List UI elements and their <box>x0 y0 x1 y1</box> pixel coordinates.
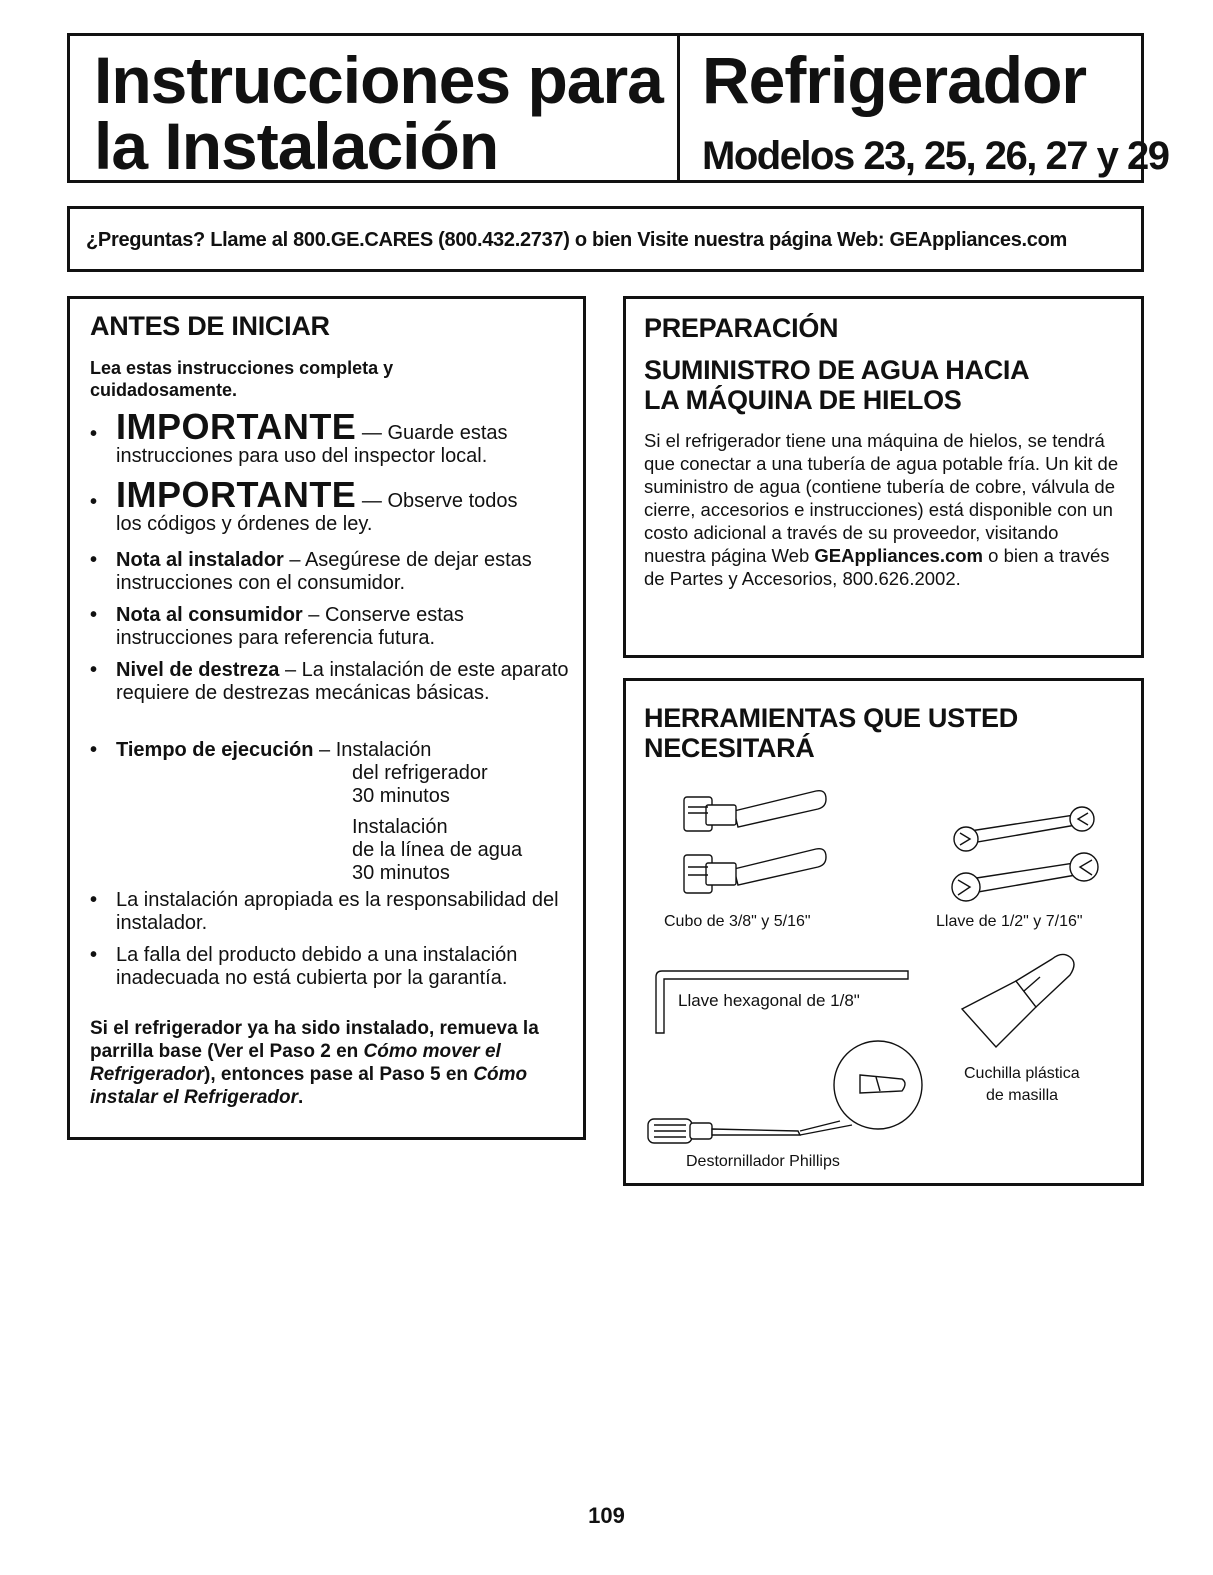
tiempo-refrigerador-block <box>352 762 488 808</box>
cubo-caption: Cubo de 3/8" y 5/16" <box>664 913 811 930</box>
llave-caption: Llave de 1/2" y 7/16" <box>936 913 1083 930</box>
nota-instalador-label: Nota al instalador <box>116 549 284 571</box>
nota-consumidor-text: – Conserve estas instrucciones para referencia futura. <box>116 604 464 649</box>
product-title: Refrigerador <box>702 43 1087 117</box>
final-note-ref-mover: Cómo mover el Refrigerador <box>90 1041 501 1085</box>
nivel-destreza-text: – La instalación de este aparato requiere de destrezas mecánicas básicas. <box>116 659 569 704</box>
tools-heading-1: HERRAMIENTAS QUE USTED <box>644 703 1018 733</box>
cuchilla-caption-2: de masilla <box>986 1087 1059 1104</box>
models-subtitle: Modelos 23, 25, 26, 27 y 29 <box>702 134 1169 178</box>
title-line-1: Instrucciones para <box>94 43 663 117</box>
falla-text: La falla del producto debido a una instalación inadecuada no está cubierta por la garantía. <box>116 944 518 989</box>
antes-heading: ANTES DE INICIAR <box>90 311 330 341</box>
prep-body <box>644 429 1124 590</box>
importante-1-rest: instrucciones para uso del inspector local. <box>116 445 488 467</box>
tiempo-ref-line-1: del refrigerador <box>352 762 488 784</box>
antes-intro: Lea estas instrucciones completa y cuidadosamente. <box>90 358 394 400</box>
list-item-instalacion-apropiada: • La instalación apropiada es la responsabilidad del instalador. <box>90 889 570 935</box>
putty-knife-icon <box>956 951 1086 1051</box>
list-item-importante-1: • IMPORTANTE — Guarde estas instrucciones para uso del inspector local. <box>90 415 570 468</box>
nota-instalador-text: – Asegúrese de dejar estas instrucciones con el consumidor. <box>116 549 532 594</box>
list-item-nivel-destreza: • Nivel de destreza – La instalación de este aparato requiere de destrezas mecánicas básicas. <box>90 659 569 704</box>
tiempo-ref-line-2: 30 minutos <box>352 785 450 807</box>
socket-wrench-icon <box>676 781 846 911</box>
questions-bar <box>67 206 1144 272</box>
title-line-2: la Instalación <box>94 109 499 183</box>
final-note-part-3: ), entonces pase al Paso 5 en <box>204 1064 474 1085</box>
tiempo-agua-block <box>352 816 522 885</box>
prep-web-link: GEAppliances.com <box>814 545 983 566</box>
importante-label: IMPORTANTE <box>116 406 357 447</box>
destornillador-caption: Destornillador Phillips <box>686 1153 840 1170</box>
section-antes-de-iniciar <box>67 296 586 1140</box>
questions-text: ¿Preguntas? Llame al 800.GE.CARES (800.432.2737) o bien Visite nuestra página Web: GEAppliances.com <box>86 229 1068 251</box>
tiempo-agua-line-1: Instalación <box>352 816 448 838</box>
importante-dash-text: — Observe todos <box>356 490 518 512</box>
prep-heading: PREPARACIÓN <box>644 313 839 343</box>
final-note-ref-instalar: Cómo instalar el Refrigerador <box>90 1064 528 1108</box>
section-preparacion <box>623 296 1144 658</box>
section-herramientas <box>623 678 1144 1186</box>
prep-body-text: Si el refrigerador tiene una máquina de hielos, se tendrá que conectar a una tubería de agua potable fría. Un kit de suministro de agua (contiene tubería de cobre, válvula de cierre, accesorios e instrucciones) está disponible con un costo adicional a través de su proveedor, visitando nuestra página Web <box>644 430 1119 566</box>
page-number: 109 <box>588 1503 625 1528</box>
cuchilla-caption-1: Cuchilla plástica <box>964 1065 1080 1082</box>
final-note-part-1: Si el refrigerador ya ha sido instalado, remueva la parrilla base (Ver el Paso 2 en <box>90 1018 539 1062</box>
hex-caption: Llave hexagonal de 1/8" <box>678 991 860 1010</box>
list-item-nota-instalador: • Nota al instalador – Asegúrese de dejar estas instrucciones con el consumidor. <box>90 549 532 594</box>
prep-subheading-2: LA MÁQUINA DE HIELOS <box>644 385 962 415</box>
nota-consumidor-label: Nota al consumidor <box>116 604 303 626</box>
header-divider <box>677 36 680 180</box>
tiempo-instalacion-text: – Instalación <box>313 739 432 761</box>
tiempo-agua-line-2: de la línea de agua <box>352 839 523 861</box>
phillips-screwdriver-icon <box>640 1039 930 1149</box>
prep-body-end: o bien a través de Partes y Accesorios, 800.626.2002. <box>644 545 1110 589</box>
importante-dash-text: — Guarde estas <box>356 422 508 444</box>
tools-heading-2: NECESITARÁ <box>644 733 815 763</box>
final-note-period: . <box>298 1087 304 1108</box>
list-item-nota-consumidor: • Nota al consumidor – Conserve estas instrucciones para referencia futura. <box>90 604 464 649</box>
importante-2-rest: los códigos y órdenes de ley. <box>116 513 373 535</box>
tiempo-label: Tiempo de ejecución <box>116 739 314 761</box>
final-note <box>90 1017 580 1109</box>
instalacion-apropiada-text: La instalación apropiada es la responsabilidad del instalador. <box>116 889 559 934</box>
header-box <box>67 33 1169 183</box>
list-item-tiempo-ejecucion: • Tiempo de ejecución – Instalación <box>90 739 432 761</box>
nivel-destreza-label: Nivel de destreza <box>116 659 280 681</box>
importante-label: IMPORTANTE <box>116 474 357 515</box>
prep-subheading-1: SUMINISTRO DE AGUA HACIA <box>644 355 1030 385</box>
tiempo-agua-line-3: 30 minutos <box>352 862 450 884</box>
wrench-icon <box>946 801 1106 911</box>
list-item-falla: • La falla del producto debido a una instalación inadecuada no está cubierta por la garantía. <box>90 944 570 990</box>
list-item-importante-2: • IMPORTANTE — Observe todos los códigos y órdenes de ley. <box>90 483 570 536</box>
